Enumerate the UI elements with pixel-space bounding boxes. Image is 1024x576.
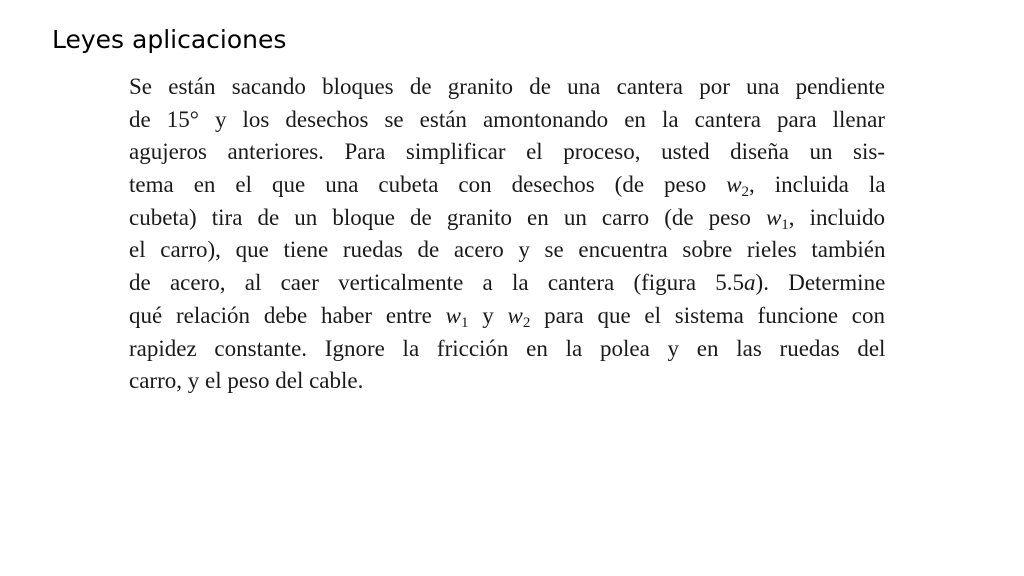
problem-line-8: qué relación debe haber entre $w_1$ y $w_2$ para que el sistema funcione con (129, 302, 886, 331)
weight-variable: w (445, 302, 461, 328)
subscript: 2 (741, 184, 750, 201)
problem-line-4: tema en el que una cubeta con desechos (de peso $w_2$, incluida la (129, 172, 886, 201)
problem-line-5: cubeta) tira de un bloque de granito en un carro (de peso $w_1$, incluido (129, 204, 885, 233)
subscript: 1 (781, 216, 789, 233)
problem-line-1: Se están sacando bloques de granito de una cantera por una pendiente (129, 74, 885, 99)
problem-statement (129, 71, 885, 398)
subscript: 2 (522, 314, 531, 331)
problem-line-2: de 15° y los desechos se están amontonando en la cantera para llenar (129, 106, 885, 132)
weight-variable: w (765, 204, 782, 230)
weight-variable: w (507, 302, 523, 328)
problem-line-10: carro, y el peso del cable. (129, 368, 364, 394)
problem-line-6: el carro), que tiene ruedas de acero y se encuentra sobre rieles también (129, 237, 886, 263)
subscript: 1 (460, 314, 469, 331)
problem-line-3: agujeros anteriores. Para simplificar el proceso, usted diseña un sis- (129, 139, 885, 165)
slide-title: Leyes aplicaciones (52, 25, 287, 54)
figure-label: a (744, 270, 756, 296)
problem-line-9: rapidez constante. Ignore la fricción en la polea y en las ruedas del (129, 335, 886, 361)
problem-line-7: de acero, al caer verticalmente a la cantera (figura 5.5a). Determine (129, 270, 886, 296)
weight-variable: w (726, 172, 742, 198)
